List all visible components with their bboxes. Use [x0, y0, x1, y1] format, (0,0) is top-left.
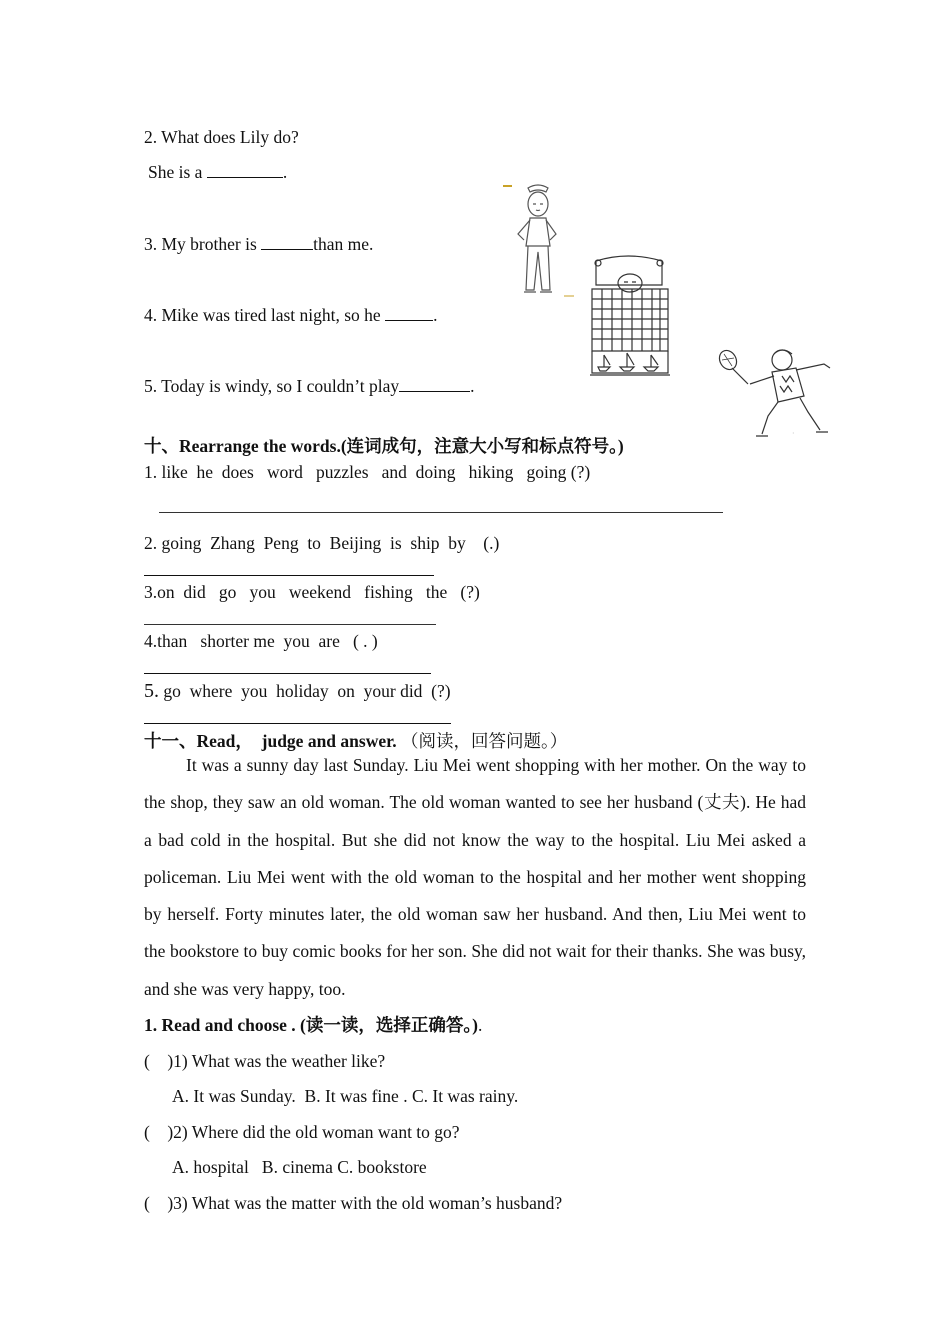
choice-options-2: A. hospital B. cinema C. bookstore [172, 1157, 427, 1177]
rearrange-item-1: 1. like he does word puzzles and doing hiking going (?) [144, 462, 591, 482]
boy-playing-badminton-picture [716, 346, 836, 440]
rearrange-item-4: 4.than shorter me you are ( . ) [144, 631, 378, 651]
answer-line[interactable] [144, 673, 431, 674]
question-4: 4. Mike was tired last night, so he . [144, 305, 438, 325]
question-5: 5. Today is windy, so I couldn’t play . [144, 376, 475, 396]
question-3: 3. My brother is than me. [144, 234, 374, 254]
answer-line[interactable] [144, 575, 434, 576]
svg-text:·: · [792, 429, 795, 438]
rearrange-item-5: 5. go where you holiday on your did (?) [144, 680, 451, 702]
boy-standing-picture [498, 182, 580, 300]
answer-blank[interactable] [207, 161, 283, 178]
answer-line[interactable] [159, 512, 723, 513]
choice-question-3: ( )3) What was the matter with the old woman’s husband? [144, 1193, 563, 1213]
answer-blank[interactable] [385, 304, 433, 321]
choice-question-1: ( )1) What was the weather like? [144, 1051, 386, 1071]
rearrange-item-2: 2. going Zhang Peng to Beijing is ship by (.) [144, 533, 500, 553]
answer-blank[interactable] [261, 233, 313, 250]
section-11-heading: 十一、Read， judge and answer. （阅读，回答问题。） [144, 731, 568, 751]
choice-options-1: A. It was Sunday. B. It was fine . C. It was rainy. [172, 1086, 519, 1106]
answer-blank[interactable] [399, 375, 470, 392]
answer-line[interactable] [144, 723, 451, 724]
choice-question-2: ( )2) Where did the old woman want to go? [144, 1122, 460, 1142]
answer-line[interactable] [144, 624, 436, 625]
section-10-heading: 十、Rearrange the words.(连词成句，注意大小写和标点符号。) [144, 436, 624, 456]
read-and-choose-heading: 1. Read and choose . (读一读，选择正确答。). [144, 1015, 483, 1035]
reading-passage: It was a sunny day last Sunday. Liu Mei went shopping with her mother. On the way to the shop, they saw an old woman. The old woman wanted to see her husband (丈夫). He had a bad cold in the hospital. But she did not know the way to the hospital. Liu Mei asked a policeman. Liu Mei went with the old woman to the hospital and her mother went shopping by herself. Forty minutes later, the old woman saw her husband. And then, Liu Mei went to the bookstore to buy comic books for her son. She did not wait for their thanks. She was busy, and she was very happy, too. [144, 755, 806, 999]
question-2: 2. What does Lily do? [144, 127, 299, 147]
question-2-answer-line: She is a . [148, 162, 288, 182]
child-sleeping-in-bed-picture [588, 255, 672, 383]
rearrange-item-3: 3.on did go you weekend fishing the (?) [144, 582, 480, 602]
